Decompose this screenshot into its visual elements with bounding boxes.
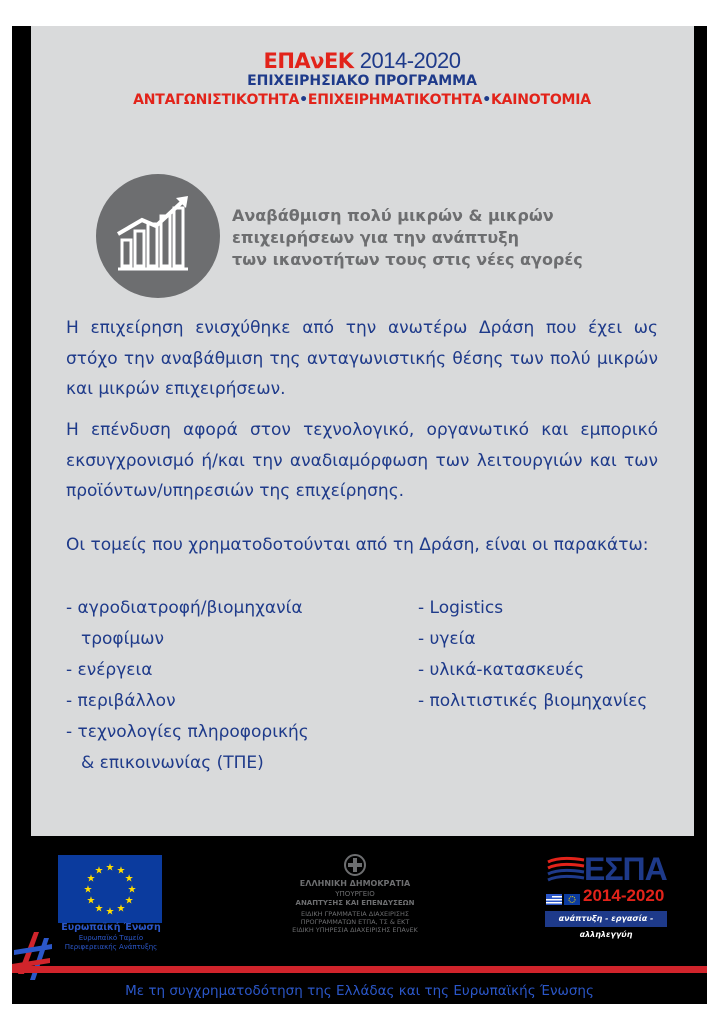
list-item: - υλικά-κατασκευές [418, 660, 585, 680]
eu-star-icon: ★ [83, 884, 93, 896]
secretariat-line: ΕΙΔΙΚΗ ΓΡΑΜΜΑΤΕΙΑ ΔΙΑΧΕΙΡΙΣΗΣ [301, 910, 409, 918]
pillar-entrepreneurship: ΕΠΙΧΕΙΡΗΜΑΤΙΚΟΤΗΤΑ [307, 92, 483, 108]
eu-star-icon: ★ [105, 862, 115, 874]
eu-name: Ευρωπαϊκή Ένωση [61, 922, 161, 933]
sectors-intro: Οι τομείς που χρηματοδοτούνται από τη Δράση, είναι οι παρακάτω: [66, 535, 649, 555]
hashtag-logo-icon [12, 924, 52, 986]
support-paragraph: Η επιχείρηση ενισχύθηκε από την ανωτέρω Δράση που έχει ως στόχο την αναβάθμιση της ανταγωνιστικής θέσης των πολύ μικρών και μικρών επιχειρήσεων. [66, 318, 658, 399]
list-item: - τεχνολογίες πληροφορικής [66, 722, 309, 742]
list-item: - αγροδιατροφή/βιομηχανία [66, 598, 303, 618]
programme-subtitle: ΕΠΙΧΕΙΡΗΣΙΑΚΟ ΠΡΟΓΡΑΜΜΑ [247, 73, 477, 89]
secretariat-line: ΠΡΟΓΡΑΜΜΑΤΩΝ ΕΤΠΑ, ΤΣ & ΕΚΤ [300, 918, 410, 926]
eu-star-icon: ★ [86, 895, 96, 907]
action-title [232, 205, 652, 271]
cofunding-statement: Με τη συγχρηματοδότηση της Ελλάδας και της Ευρωπαϊκής Ένωσης [125, 983, 594, 999]
red-divider [12, 966, 707, 973]
ministry-label: ΥΠΟΥΡΓΕΙΟ [335, 890, 375, 898]
eu-fund [56, 934, 166, 951]
pillar-competitiveness: ΑΝΤΑΓΩΝΙΣΤΙΚΟΤΗΤΑ [133, 92, 300, 108]
pillar-innovation: ΚΑΙΝΟΤΟΜΙΑ [490, 92, 591, 108]
eu-flag-icon [58, 855, 162, 923]
brand-years: 2014-2020 [359, 48, 461, 73]
eu-star-icon: ★ [94, 903, 104, 915]
espa-slogan: ανάπτυξη - εργασία - αλληλεγγύη [545, 911, 667, 927]
sector-list-left [66, 593, 396, 779]
eu-star-icon: ★ [124, 873, 134, 885]
eu-star-icon: ★ [94, 865, 104, 877]
greek-emblem-icon [343, 853, 367, 877]
flags-icon [546, 892, 582, 908]
secretariat [260, 910, 450, 926]
growth-chart-icon [96, 174, 220, 298]
greek-republic: ΕΛΛΗΝΙΚΗ ΔΗΜΟΚΡΑΤΙΑ [299, 879, 411, 888]
list-item: - περιβάλλον [66, 691, 176, 711]
eu-star-icon: ★ [124, 895, 134, 907]
eu-star-icon: ★ [116, 865, 126, 877]
eu-star-icon: ★ [127, 884, 137, 896]
pillar-separator: • [482, 92, 491, 108]
investment-paragraph: Η επένδυση αφορά στον τεχνολογικό, οργανωτικό και εμπορικό εκσυγχρονισμό ή/και την αναδιαμόρφωση των λειτουργιών και των προϊόντων/υπηρεσιών της επιχείρησης. [66, 420, 658, 501]
list-item: - Logistics [418, 598, 504, 618]
eu-fund-line: Περιφερειακής Ανάπτυξης [64, 942, 158, 951]
programme-pillars [0, 92, 724, 108]
eu-star-icon: ★ [116, 903, 126, 915]
list-item: τροφίμων [81, 629, 164, 649]
managing-service: ΕΙΔΙΚΗ ΥΠΗΡΕΣΙΑ ΔΙΑΧΕΙΡΙΣΗΣ ΕΠΑνΕΚ [292, 926, 418, 934]
espa-waves-icon [546, 856, 586, 890]
sector-list-right [418, 593, 688, 717]
action-title-line: Αναβάθμιση πολύ μικρών & μικρών [232, 206, 554, 225]
list-item: - πολιτιστικές βιομηχανίες [418, 691, 648, 711]
pillar-separator: • [299, 92, 308, 108]
action-title-line: των ικανοτήτων τους στις νέες αγορές [232, 250, 583, 269]
list-item: - ενέργεια [66, 660, 153, 680]
eu-fund-line: Ευρωπαϊκό Ταμείο [78, 934, 144, 942]
list-item: - υγεία [418, 629, 476, 649]
action-title-line: επιχειρήσεων για την ανάπτυξη [232, 228, 520, 247]
list-item: & επικοινωνίας (ΤΠΕ) [81, 753, 264, 773]
programme-title [0, 48, 724, 74]
eu-star-icon: ★ [86, 873, 96, 885]
ministry-name: ΑΝΑΠΤΥΞΗΣ ΚΑΙ ΕΠΕΝΔΥΣΕΩΝ [295, 899, 415, 907]
brand-name: ΕΠΑνΕΚ [263, 49, 354, 73]
espa-years: 2014-2020 [583, 886, 665, 905]
espa-title: ΕΣΠΑ [584, 851, 667, 887]
eu-star-icon: ★ [105, 906, 115, 918]
